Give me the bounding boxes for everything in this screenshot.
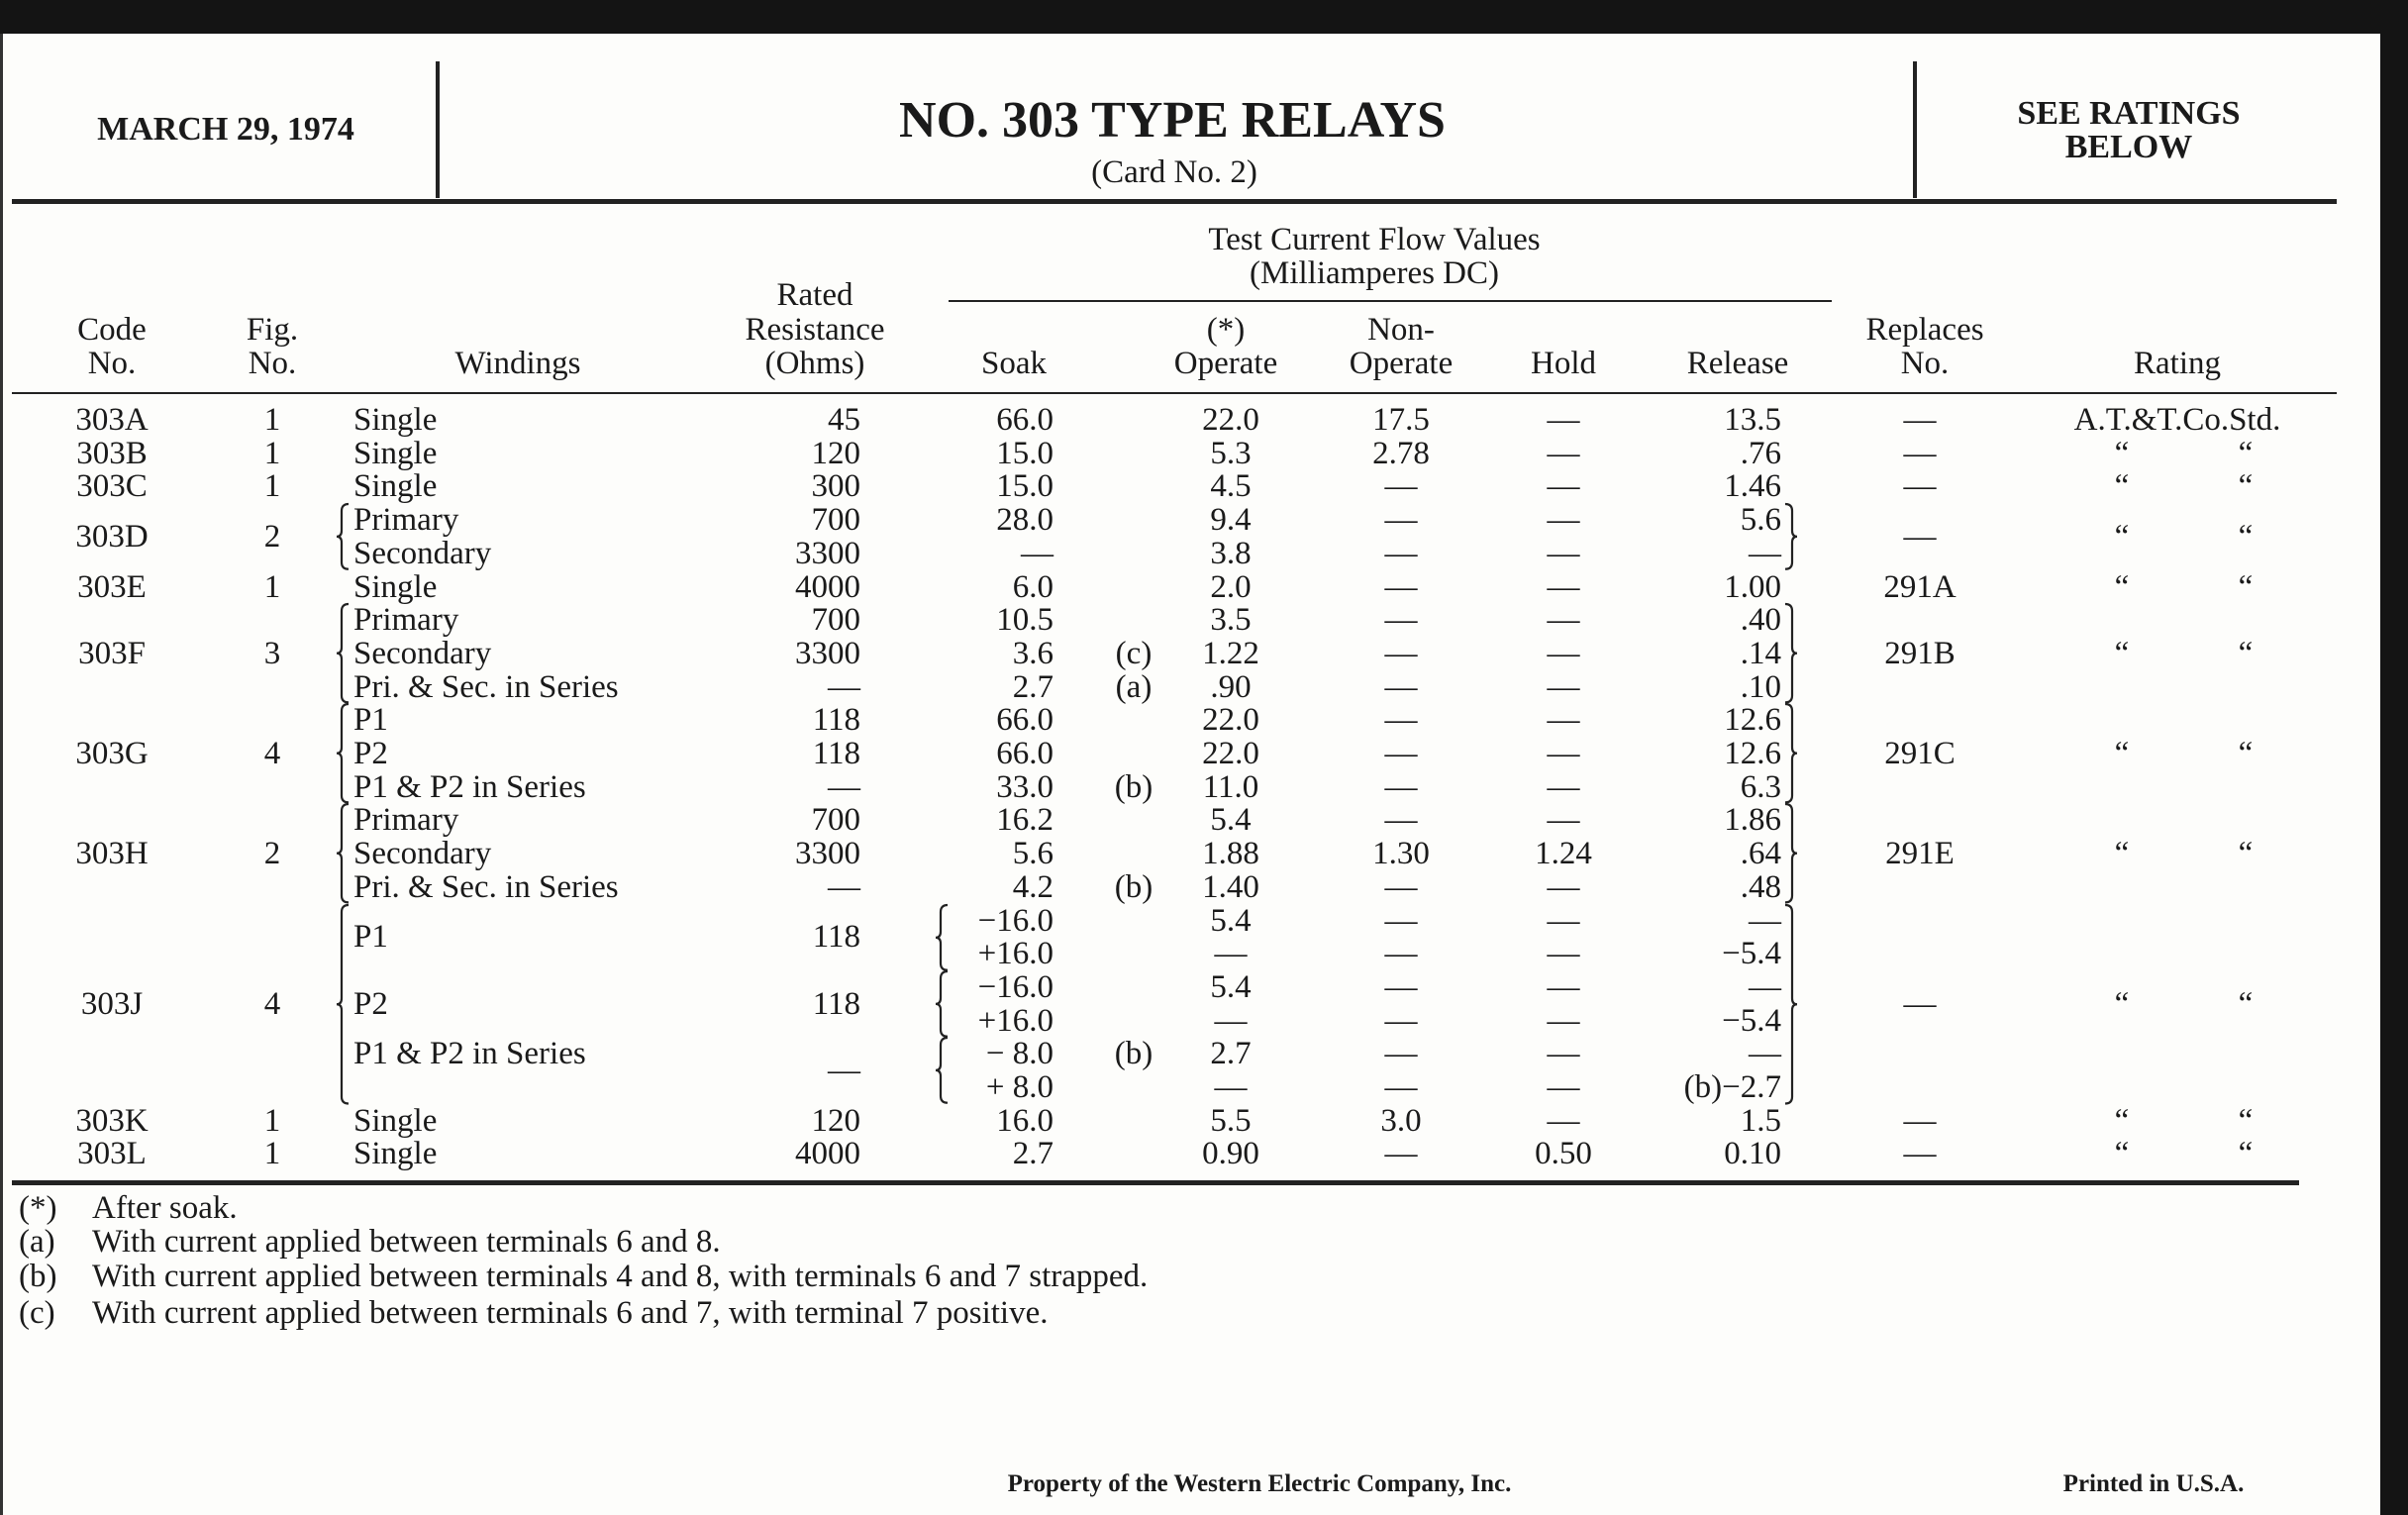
rating-ditto: “ [2114,736,2130,771]
soak-value: 66.0 [996,402,1054,438]
footer-printed: Printed in U.S.A. [2062,1470,2245,1497]
nonoperate-value: — [1384,868,1418,905]
winding: P1 [353,702,388,739]
header-divider-left [436,61,440,198]
operate-value: — [1214,1002,1248,1039]
rating-ditto: “ [2238,1136,2254,1172]
rated-resistance: 300 [811,468,860,505]
col-replaces-header-2: No. [1900,346,1950,381]
release-value: 6.3 [1740,768,1781,805]
hold-value: — [1547,435,1580,471]
winding: Single [353,568,438,605]
footnote-text: With current applied between terminals 6 and 7, with terminal 7 positive. [92,1295,1049,1331]
nonoperate-value: 3.0 [1380,1102,1422,1139]
release-value: .76 [1740,435,1781,471]
fig-no: 1 [263,568,281,605]
fig-no: 1 [263,468,281,505]
operate-value: 22.0 [1202,736,1259,771]
col-soak-header: Soak [981,346,1047,381]
release-value: — [1749,968,1781,1005]
operate-value: 9.4 [1210,502,1252,539]
hold-value: — [1547,1069,1580,1105]
winding: P1 & P2 in Series [353,768,586,805]
hold-value: 0.50 [1535,1136,1592,1172]
rating-ditto: “ [2238,568,2254,605]
hold-value: — [1547,635,1580,671]
soak-value: 15.0 [996,435,1054,471]
rated-resistance: 118 [812,702,860,739]
release-brace [1783,704,1797,802]
hold-value: — [1547,668,1580,705]
rating-ditto: “ [2114,468,2130,505]
footnote-text: With current applied between terminals 6 and 8. [92,1224,721,1260]
winding: P2 [353,736,388,771]
operate-note: (b) [1114,768,1154,805]
nonoperate-value: — [1384,668,1418,705]
replaces-no: — [1903,1136,1937,1172]
col-resistance-header-1: Rated [776,277,853,313]
operate-value: — [1214,936,1248,972]
rated-resistance: — [828,768,860,805]
fig-no: 1 [263,435,281,471]
col-resistance-header-3: (Ohms) [764,346,865,381]
soak-brace [936,971,950,1037]
soak-value: 16.2 [996,802,1054,839]
fig-no: 4 [263,985,281,1022]
release-value: .10 [1740,668,1781,705]
release-value: 13.5 [1724,402,1781,438]
operate-value: 1.40 [1202,868,1259,905]
col-windings-header: Windings [454,346,581,381]
release-value: — [1749,1036,1781,1072]
code-no: 303G [75,736,149,771]
scan-top-border [0,0,2408,34]
operate-value: 22.0 [1202,702,1259,739]
hold-value: — [1547,602,1580,639]
table-header-rule [12,392,2337,394]
rated-resistance: 45 [828,402,860,438]
replaces-no: 291C [1884,736,1956,771]
winding: P1 & P2 in Series [353,1036,586,1072]
rating-ditto: “ [2114,1102,2130,1139]
code-no: 303D [75,518,149,555]
operate-value: 1.88 [1202,836,1259,872]
rated-resistance: 700 [811,602,860,639]
winding: P1 [353,919,388,956]
hold-value: — [1547,702,1580,739]
card-left-edge [0,34,3,1515]
col-operate-header-1: (*) [1206,312,1246,348]
fig-no: 2 [263,518,281,555]
rated-resistance: 4000 [795,1136,860,1172]
col-code-header-1: Code [77,312,147,348]
release-value: .64 [1740,836,1781,872]
fig-no: 1 [263,1102,281,1139]
nonoperate-value: — [1384,802,1418,839]
ratings-note-line2: BELOW [2064,129,2193,165]
windings-brace [337,504,351,569]
rating-ditto: “ [2238,1102,2254,1139]
nonoperate-value: 17.5 [1372,402,1430,438]
code-no: 303C [76,468,148,505]
page-subtitle: (Card No. 2) [1091,154,1257,190]
rating-ditto: “ [2114,568,2130,605]
hold-value: — [1547,902,1580,939]
operate-value: 1.22 [1202,635,1259,671]
replaces-no: — [1903,1102,1937,1139]
code-no: 303L [77,1136,147,1172]
rated-resistance: — [828,668,860,705]
rating: A.T.&T.Co.Std. [2073,402,2281,438]
nonoperate-value: — [1384,1036,1418,1072]
footnote-mark: (b) [19,1259,57,1294]
hold-value: — [1547,1002,1580,1039]
rated-resistance: 4000 [795,568,860,605]
operate-value: 5.5 [1210,1102,1252,1139]
hold-value: — [1547,535,1580,571]
col-fig-header-2: No. [248,346,297,381]
hold-value: — [1547,768,1580,805]
replaces-no: 291E [1885,836,1955,872]
nonoperate-value: 1.30 [1372,836,1430,872]
operate-value: 5.4 [1210,802,1252,839]
hold-value: — [1547,1036,1580,1072]
footnote-text: With current applied between terminals 4 and 8, with terminals 6 and 7 strapped. [92,1259,1149,1294]
col-resistance-header-2: Resistance [745,312,885,348]
replaces-no: — [1903,435,1937,471]
release-value: .40 [1740,602,1781,639]
release-value: 1.5 [1740,1102,1781,1139]
operate-value: 22.0 [1202,402,1259,438]
col-nonoperate-header-1: Non- [1367,312,1435,348]
nonoperate-value: — [1384,968,1418,1005]
nonoperate-value: — [1384,635,1418,671]
winding: Single [353,402,438,438]
soak-value: 4.2 [1012,868,1054,905]
release-value: 5.6 [1740,502,1781,539]
rated-resistance: 118 [812,985,860,1022]
hold-value: — [1547,1102,1580,1139]
ratings-note-line1: SEE RATINGS [2017,95,2241,132]
code-no: 303J [80,985,144,1022]
nonoperate-value: — [1384,736,1418,771]
winding: Primary [353,802,459,839]
operate-note: (c) [1115,635,1153,671]
footnote-text: After soak. [92,1190,238,1226]
winding: Primary [353,602,459,639]
winding: Pri. & Sec. in Series [353,868,619,905]
hold-value: — [1547,468,1580,505]
nonoperate-value: — [1384,768,1418,805]
rated-resistance: 3300 [795,836,860,872]
nonoperate-value: — [1384,602,1418,639]
operate-note: (a) [1115,668,1153,705]
operate-value: 2.7 [1210,1036,1252,1072]
winding: Pri. & Sec. in Series [353,668,619,705]
winding: Secondary [353,836,492,872]
soak-value: +16.0 [977,1002,1054,1039]
operate-note: (b) [1114,1036,1154,1072]
rated-resistance: 118 [812,736,860,771]
rated-resistance: 118 [812,919,860,956]
operate-value: 4.5 [1210,468,1252,505]
operate-value: .90 [1210,668,1252,705]
replaces-no: 291B [1884,635,1956,671]
soak-brace [936,905,950,970]
windings-brace [337,704,351,802]
replaces-no: — [1903,468,1937,505]
operate-value: 3.5 [1210,602,1252,639]
hold-value: — [1547,802,1580,839]
release-value: 1.86 [1724,802,1781,839]
fig-no: 2 [263,836,281,872]
soak-value: 2.7 [1012,668,1054,705]
soak-value: −16.0 [977,968,1054,1005]
release-value: 1.00 [1724,568,1781,605]
test-current-group-title: Test Current Flow Values [1208,222,1541,257]
nonoperate-value: — [1384,902,1418,939]
release-value: 12.6 [1724,702,1781,739]
rating-ditto: “ [2238,736,2254,771]
operate-value: 11.0 [1202,768,1259,805]
operate-value: 5.3 [1210,435,1252,471]
rated-resistance: — [828,868,860,905]
operate-value: 5.4 [1210,902,1252,939]
rating-ditto: “ [2114,985,2130,1022]
rated-resistance: 700 [811,802,860,839]
replaces-no: — [1903,985,1937,1022]
fig-no: 1 [263,402,281,438]
header-rule [12,199,2337,204]
nonoperate-value: — [1384,568,1418,605]
code-no: 303K [75,1102,149,1139]
rating-ditto: “ [2238,518,2254,555]
rating-ditto: “ [2238,635,2254,671]
winding: Primary [353,502,459,539]
release-value: −5.4 [1722,936,1781,972]
rating-ditto: “ [2114,635,2130,671]
soak-value: — [1021,535,1054,571]
group-rule [949,300,1832,302]
table-bottom-rule [12,1180,2299,1185]
col-operate-header-2: Operate [1173,346,1278,381]
replaces-no: — [1903,518,1937,555]
release-brace [1783,905,1797,1104]
soak-value: − 8.0 [985,1036,1054,1072]
rating-ditto: “ [2238,435,2254,471]
release-brace [1783,504,1797,569]
col-release-header: Release [1686,346,1789,381]
windings-brace [337,905,351,1104]
operate-note: (b) [1114,868,1154,905]
hold-value: — [1547,568,1580,605]
release-brace [1783,604,1797,702]
soak-value: 33.0 [996,768,1054,805]
nonoperate-value: — [1384,535,1418,571]
nonoperate-value: — [1384,468,1418,505]
soak-value: 28.0 [996,502,1054,539]
nonoperate-value: — [1384,1002,1418,1039]
rated-resistance: 120 [811,435,860,471]
operate-value: 2.0 [1210,568,1252,605]
hold-value: — [1547,968,1580,1005]
soak-value: −16.0 [977,902,1054,939]
rated-resistance: 3300 [795,535,860,571]
col-rating-header: Rating [2134,346,2221,381]
soak-value: + 8.0 [985,1069,1054,1105]
rated-resistance: 120 [811,1102,860,1139]
rating-ditto: “ [2238,985,2254,1022]
nonoperate-value: — [1384,702,1418,739]
soak-value: 66.0 [996,736,1054,771]
winding: Secondary [353,635,492,671]
windings-brace [337,604,351,702]
col-fig-header-1: Fig. [246,312,299,348]
scan-right-border [2380,0,2408,1515]
nonoperate-value: — [1384,1069,1418,1105]
operate-value: 0.90 [1202,1136,1259,1172]
rating-ditto: “ [2238,468,2254,505]
operate-value: — [1214,1069,1248,1105]
test-current-group-subtitle: (Milliamperes DC) [1249,255,1500,291]
windings-brace [337,804,351,902]
soak-value: +16.0 [977,936,1054,972]
release-value: −5.4 [1722,1002,1781,1039]
footer-property: Property of the Western Electric Company, Inc. [1007,1470,1512,1497]
rating-ditto: “ [2114,1136,2130,1172]
winding: Single [353,1136,438,1172]
rated-resistance: 3300 [795,635,860,671]
release-value: (b)−2.7 [1683,1069,1781,1105]
nonoperate-value: — [1384,936,1418,972]
fig-no: 4 [263,736,281,771]
operate-value: 3.8 [1210,535,1252,571]
code-no: 303F [78,635,146,671]
rated-resistance: — [828,1053,860,1089]
card-date: MARCH 29, 1974 [97,111,354,148]
rating-ditto: “ [2114,518,2130,555]
hold-value: — [1547,502,1580,539]
soak-brace [936,1038,950,1103]
release-value: 0.10 [1724,1136,1781,1172]
winding: P2 [353,985,388,1022]
replaces-no: — [1903,402,1937,438]
code-no: 303E [77,568,147,605]
hold-value: — [1547,936,1580,972]
col-hold-header: Hold [1531,346,1596,381]
footnote-mark: (*) [19,1190,57,1226]
hold-value: — [1547,868,1580,905]
rating-ditto: “ [2114,836,2130,872]
release-value: .48 [1740,868,1781,905]
release-value: — [1749,902,1781,939]
code-no: 303H [75,836,149,872]
footnote-mark: (a) [19,1224,55,1260]
code-no: 303A [75,402,149,438]
fig-no: 3 [263,635,281,671]
release-value: 12.6 [1724,736,1781,771]
hold-value: — [1547,736,1580,771]
col-replaces-header-1: Replaces [1865,312,1984,348]
release-value: 1.46 [1724,468,1781,505]
release-value: — [1749,535,1781,571]
hold-value: — [1547,402,1580,438]
soak-value: 3.6 [1012,635,1054,671]
rated-resistance: 700 [811,502,860,539]
nonoperate-value: 2.78 [1372,435,1430,471]
fig-no: 1 [263,1136,281,1172]
soak-value: 10.5 [996,602,1054,639]
operate-value: 5.4 [1210,968,1252,1005]
hold-value: 1.24 [1535,836,1592,872]
col-nonoperate-header-2: Operate [1349,346,1454,381]
soak-value: 5.6 [1012,836,1054,872]
winding: Single [353,1102,438,1139]
rating-ditto: “ [2238,836,2254,872]
soak-value: 15.0 [996,468,1054,505]
rating-ditto: “ [2114,435,2130,471]
soak-value: 6.0 [1012,568,1054,605]
footnote-mark: (c) [19,1295,55,1331]
nonoperate-value: — [1384,1136,1418,1172]
release-brace [1783,804,1797,902]
col-code-header-2: No. [87,346,137,381]
nonoperate-value: — [1384,502,1418,539]
header-divider-right [1913,61,1917,198]
code-no: 303B [76,435,148,471]
soak-value: 2.7 [1012,1136,1054,1172]
page-title: NO. 303 TYPE RELAYS [899,92,1446,149]
replaces-no: 291A [1883,568,1956,605]
winding: Secondary [353,535,492,571]
release-value: .14 [1740,635,1781,671]
soak-value: 66.0 [996,702,1054,739]
winding: Single [353,468,438,505]
soak-value: 16.0 [996,1102,1054,1139]
winding: Single [353,435,438,471]
